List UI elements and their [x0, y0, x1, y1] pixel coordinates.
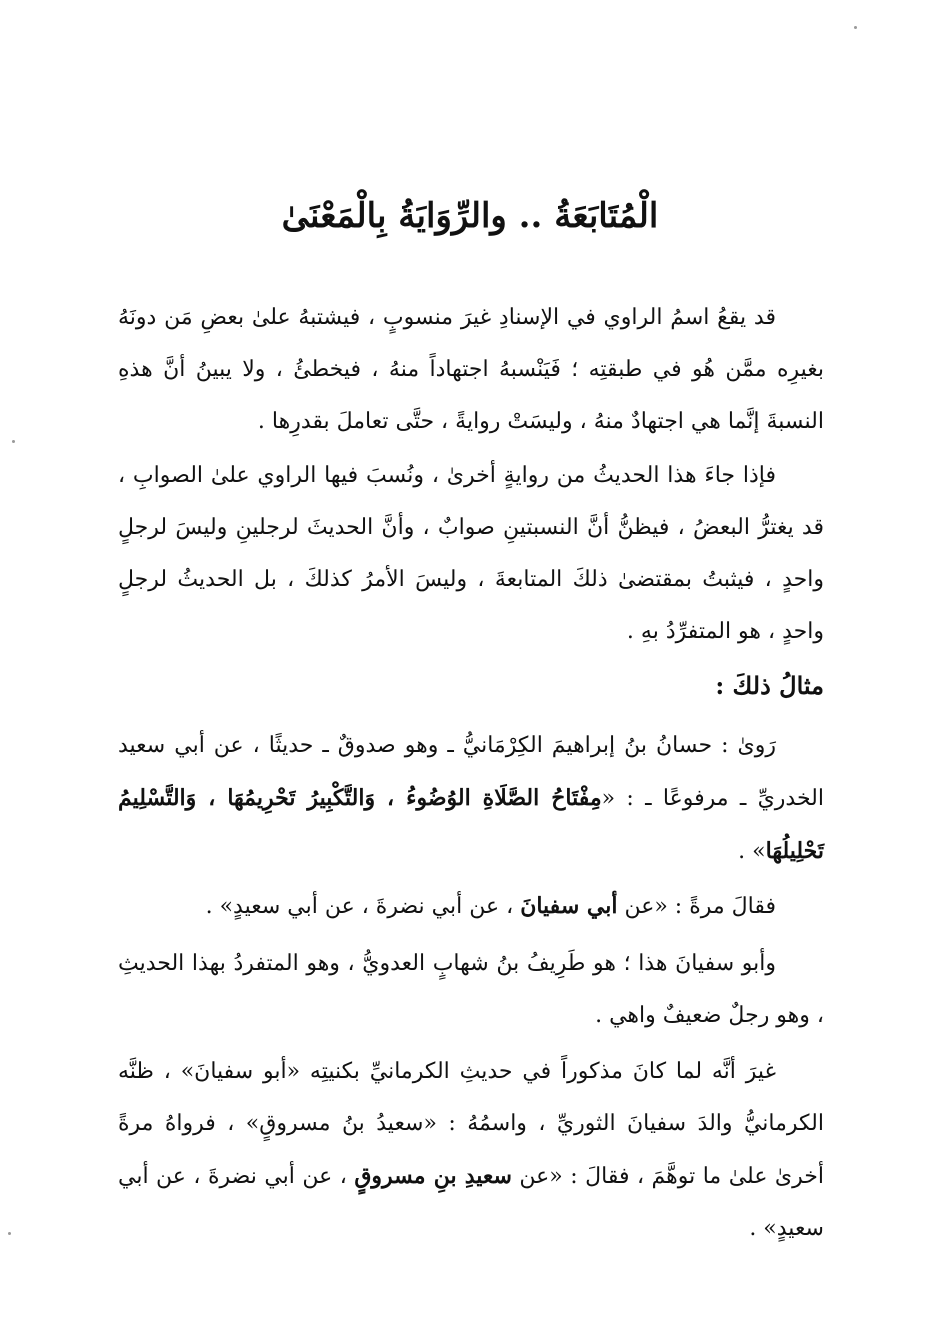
paragraph-5: وأبو سفيانَ هذا ؛ هو طَرِيفُ بنُ شهابٍ العدويُّ ، وهو المتفردُ بهذا الحديثِ ، وهو رجلٌ ضعيفٌ واهي .: [118, 951, 824, 1028]
paragraph-4-text: فقالَ مرةً : «عن: [617, 894, 776, 919]
scan-speck: [854, 26, 857, 29]
paragraph-4-end: ، عن أبي نضرةَ ، عن أبي سعيدٍ» .: [205, 894, 521, 919]
hadith-text: مِفْتَاحُ الصَّلَاةِ الوُضُوءُ ، وَالتَّكْبِيرُ تَحْرِيمُهَا ، وَالتَّسْلِيمُ تَحْلِيلُهَا: [118, 785, 824, 864]
scan-speck: [8, 1232, 11, 1235]
page-title: الْمُتَابَعَةُ .. والرِّوَايَةُ بِالْمَعْنَىٰ: [281, 196, 659, 236]
narrator-name: أبي سفيانَ: [520, 893, 618, 919]
paragraph-6-text: غيرَ أنَّه لما كانَ مذكوراً في حديثِ الكرمانيِّ بكنيتِه «أبو سفيانَ» ، ظنَّه الكرمانيُّ والدَ سفيانَ الثوريِّ ، واسمُهُ : «سعيدُ بنُ مسروقٍ» ، فرواهُ مرةً أخرىٰ علىٰ ما توهَّمَ ، فقالَ : «عن: [118, 1059, 824, 1189]
paragraph-3-text: رَوىٰ : حسانُ بنُ إبراهيمَ الكِرْمَانيُّ ـ وهو صدوقٌ ـ حديثًا ، عن أبي سعيد الخدريِّ ـ مرفوعًا ـ : «: [118, 733, 824, 811]
paragraph-6: [118, 1046, 824, 1255]
paragraph-6-end: ، عن أبي نضرةَ ، عن أبي سعيدٍ» .: [118, 1164, 824, 1241]
paragraph-4: [118, 880, 824, 933]
section-heading: مثالُ ذلكَ :: [715, 671, 824, 700]
paragraph-3: [118, 720, 824, 878]
paragraph-1: قد يقعُ اسمُ الراوي في الإسنادِ غيرَ منسوبٍ ، فيشتبهُ علىٰ بعضِ مَن دونَهُ بغيرِه ممَّن هُو في طبقتِه ؛ فَيَنْسبهُ اجتهاداً منهُ ، فيخطئُ ، ولا يبينُ أنَّ هذهِ النسبةَ إنَّما هي اجتهادٌ منهُ ، وليسَتْ روايةً ، حتَّى تعاملَ بقدرِها .: [118, 305, 824, 434]
narrator-name-2: سعيدِ بنِ مسروقٍ: [354, 1163, 512, 1189]
paragraph-3-end: » .: [738, 839, 766, 864]
paragraph-2: فإذا جاءَ هذا الحديثُ من روايةٍ أخرىٰ ، ونُسبَ فيها الراوي علىٰ الصوابِ ، قد يغترُّ البعضُ ، فيظنُّ أنَّ النسبتينِ صوابٌ ، وأنَّ الحديثَ لرجلينِ وليسَ لرجلٍ واحدٍ ، فيثبتُ بمقتضىٰ ذلكَ المتابعةَ ، وليسَ الأمرُ كذلكَ ، بل الحديثُ لرجلٍ واحدٍ ، هو المتفرِّدُ بهِ .: [118, 463, 824, 644]
scan-speck: [12, 440, 15, 443]
